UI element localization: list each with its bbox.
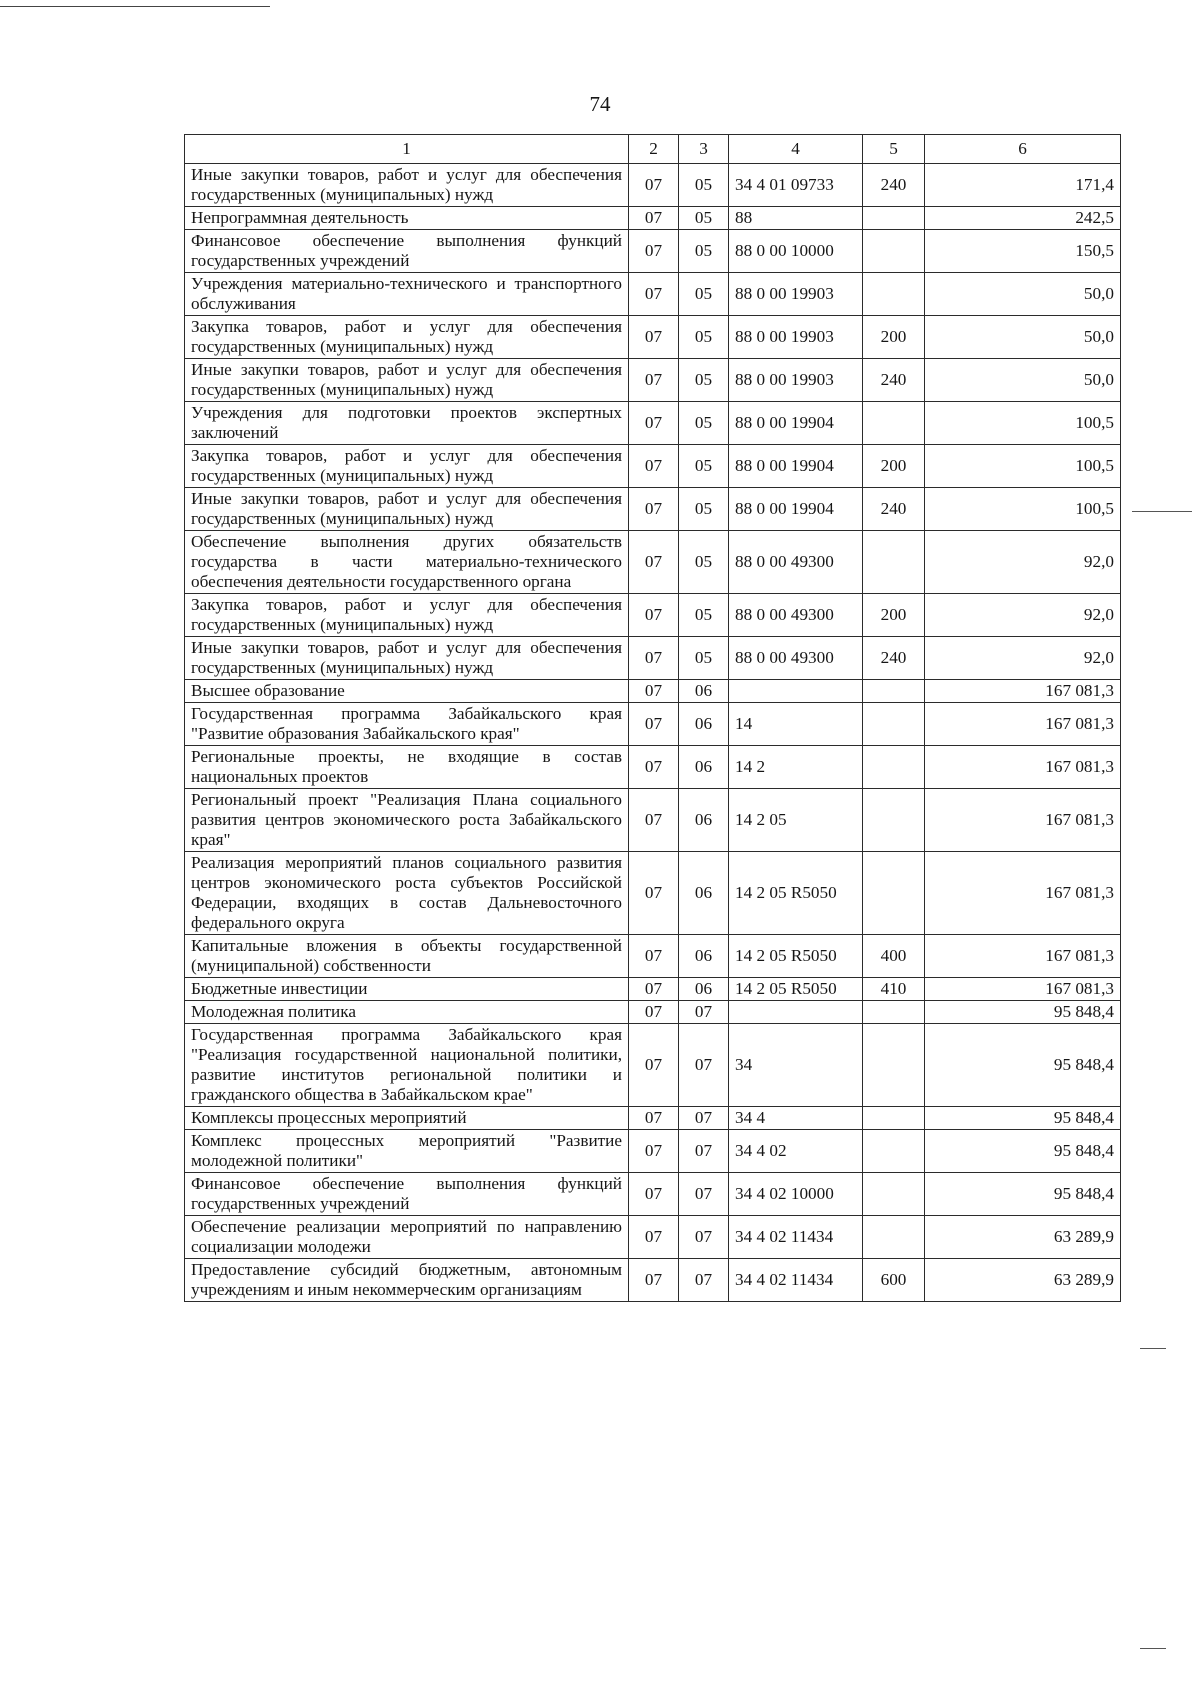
row-subsection-cell: 06 xyxy=(679,746,729,789)
row-expense-type-cell: 240 xyxy=(863,164,925,207)
row-target-article-cell: 34 4 02 xyxy=(729,1130,863,1173)
scan-artifact-line xyxy=(1132,511,1192,512)
row-expense-type-cell xyxy=(863,1173,925,1216)
row-subsection-cell: 05 xyxy=(679,531,729,594)
row-amount-cell: 167 081,3 xyxy=(925,746,1121,789)
row-target-article-cell: 88 0 00 19903 xyxy=(729,359,863,402)
row-subsection-cell: 07 xyxy=(679,1001,729,1024)
column-header-amount: 6 xyxy=(925,135,1121,164)
row-subsection-cell: 05 xyxy=(679,402,729,445)
row-target-article-cell: 88 0 00 19903 xyxy=(729,316,863,359)
table-row xyxy=(185,1259,1121,1302)
row-section-cell: 07 xyxy=(629,207,679,230)
row-name-cell: Учреждения для подготовки проектов экспертных заключений xyxy=(185,402,629,445)
row-name-cell: Высшее образование xyxy=(185,680,629,703)
table-row xyxy=(185,273,1121,316)
row-section-cell: 07 xyxy=(629,703,679,746)
row-amount-cell: 92,0 xyxy=(925,531,1121,594)
scan-artifact-line xyxy=(1140,1348,1166,1349)
row-target-article-cell: 34 4 xyxy=(729,1107,863,1130)
row-section-cell: 07 xyxy=(629,445,679,488)
table-row xyxy=(185,978,1121,1001)
scan-artifact-line xyxy=(1140,1648,1166,1649)
row-name-cell: Государственная программа Забайкальского края "Развитие образования Забайкальского края" xyxy=(185,703,629,746)
row-amount-cell: 100,5 xyxy=(925,402,1121,445)
table-row xyxy=(185,680,1121,703)
row-target-article-cell: 88 0 00 49300 xyxy=(729,594,863,637)
table-row xyxy=(185,531,1121,594)
row-expense-type-cell: 240 xyxy=(863,637,925,680)
row-target-article-cell: 14 2 05 R5050 xyxy=(729,935,863,978)
row-amount-cell: 167 081,3 xyxy=(925,789,1121,852)
column-header-target-article: 4 xyxy=(729,135,863,164)
row-section-cell: 07 xyxy=(629,852,679,935)
row-section-cell: 07 xyxy=(629,230,679,273)
row-target-article-cell: 34 4 01 09733 xyxy=(729,164,863,207)
row-section-cell: 07 xyxy=(629,359,679,402)
row-name-cell: Комплекс процессных мероприятий "Развитие молодежной политики" xyxy=(185,1130,629,1173)
row-section-cell: 07 xyxy=(629,1107,679,1130)
table-row xyxy=(185,1173,1121,1216)
row-subsection-cell: 06 xyxy=(679,680,729,703)
row-expense-type-cell xyxy=(863,789,925,852)
row-amount-cell: 100,5 xyxy=(925,445,1121,488)
row-expense-type-cell: 200 xyxy=(863,316,925,359)
row-expense-type-cell xyxy=(863,531,925,594)
row-subsection-cell: 06 xyxy=(679,789,729,852)
row-section-cell: 07 xyxy=(629,594,679,637)
row-amount-cell: 150,5 xyxy=(925,230,1121,273)
row-name-cell: Иные закупки товаров, работ и услуг для обеспечения государственных (муниципальных) нужд xyxy=(185,359,629,402)
row-expense-type-cell: 240 xyxy=(863,488,925,531)
row-target-article-cell: 34 4 02 11434 xyxy=(729,1259,863,1302)
row-amount-cell: 95 848,4 xyxy=(925,1173,1121,1216)
row-expense-type-cell xyxy=(863,207,925,230)
row-amount-cell: 242,5 xyxy=(925,207,1121,230)
table-row xyxy=(185,1107,1121,1130)
table-row xyxy=(185,207,1121,230)
row-name-cell: Комплексы процессных мероприятий xyxy=(185,1107,629,1130)
row-target-article-cell: 14 2 05 xyxy=(729,789,863,852)
row-expense-type-cell xyxy=(863,273,925,316)
row-subsection-cell: 05 xyxy=(679,207,729,230)
row-name-cell: Закупка товаров, работ и услуг для обеспечения государственных (муниципальных) нужд xyxy=(185,594,629,637)
table-row xyxy=(185,703,1121,746)
row-section-cell: 07 xyxy=(629,1259,679,1302)
row-section-cell: 07 xyxy=(629,1173,679,1216)
row-name-cell: Иные закупки товаров, работ и услуг для обеспечения государственных (муниципальных) нужд xyxy=(185,637,629,680)
table-row xyxy=(185,935,1121,978)
table-row xyxy=(185,1024,1121,1107)
row-target-article-cell: 88 0 00 19903 xyxy=(729,273,863,316)
table-row xyxy=(185,594,1121,637)
row-subsection-cell: 05 xyxy=(679,488,729,531)
row-section-cell: 07 xyxy=(629,1001,679,1024)
row-target-article-cell: 34 4 02 10000 xyxy=(729,1173,863,1216)
table-row xyxy=(185,402,1121,445)
row-subsection-cell: 05 xyxy=(679,273,729,316)
row-section-cell: 07 xyxy=(629,1216,679,1259)
row-target-article-cell: 88 0 00 19904 xyxy=(729,488,863,531)
row-amount-cell: 95 848,4 xyxy=(925,1107,1121,1130)
row-subsection-cell: 06 xyxy=(679,703,729,746)
row-expense-type-cell xyxy=(863,402,925,445)
row-section-cell: 07 xyxy=(629,1024,679,1107)
row-amount-cell: 171,4 xyxy=(925,164,1121,207)
row-section-cell: 07 xyxy=(629,273,679,316)
row-expense-type-cell: 200 xyxy=(863,594,925,637)
table-row xyxy=(185,746,1121,789)
row-amount-cell: 95 848,4 xyxy=(925,1130,1121,1173)
row-amount-cell: 50,0 xyxy=(925,316,1121,359)
row-expense-type-cell xyxy=(863,1130,925,1173)
row-name-cell: Закупка товаров, работ и услуг для обеспечения государственных (муниципальных) нужд xyxy=(185,316,629,359)
header-row xyxy=(185,135,1121,164)
row-expense-type-cell: 200 xyxy=(863,445,925,488)
row-expense-type-cell xyxy=(863,230,925,273)
row-name-cell: Обеспечение выполнения других обязательств государства в части материально-технического обеспечения деятельности государственного органа xyxy=(185,531,629,594)
row-subsection-cell: 05 xyxy=(679,445,729,488)
row-target-article-cell: 88 0 00 49300 xyxy=(729,637,863,680)
row-name-cell: Учреждения материально-технического и транспортного обслуживания xyxy=(185,273,629,316)
row-expense-type-cell xyxy=(863,680,925,703)
row-name-cell: Закупка товаров, работ и услуг для обеспечения государственных (муниципальных) нужд xyxy=(185,445,629,488)
row-amount-cell: 167 081,3 xyxy=(925,852,1121,935)
row-name-cell: Финансовое обеспечение выполнения функций государственных учреждений xyxy=(185,1173,629,1216)
row-amount-cell: 50,0 xyxy=(925,273,1121,316)
row-subsection-cell: 06 xyxy=(679,978,729,1001)
row-amount-cell: 167 081,3 xyxy=(925,703,1121,746)
row-amount-cell: 63 289,9 xyxy=(925,1216,1121,1259)
row-section-cell: 07 xyxy=(629,531,679,594)
column-header-subsection: 3 xyxy=(679,135,729,164)
table-row xyxy=(185,637,1121,680)
row-target-article-cell: 14 2 xyxy=(729,746,863,789)
row-expense-type-cell xyxy=(863,1001,925,1024)
table-row xyxy=(185,488,1121,531)
budget-table xyxy=(184,134,1121,1302)
row-subsection-cell: 05 xyxy=(679,637,729,680)
row-expense-type-cell: 600 xyxy=(863,1259,925,1302)
row-section-cell: 07 xyxy=(629,935,679,978)
row-section-cell: 07 xyxy=(629,164,679,207)
row-amount-cell: 92,0 xyxy=(925,637,1121,680)
row-expense-type-cell xyxy=(863,1107,925,1130)
row-name-cell: Региональный проект "Реализация Плана социального развития центров экономического роста Забайкальского края" xyxy=(185,789,629,852)
row-section-cell: 07 xyxy=(629,680,679,703)
row-subsection-cell: 05 xyxy=(679,164,729,207)
row-expense-type-cell xyxy=(863,852,925,935)
row-name-cell: Капитальные вложения в объекты государственной (муниципальной) собственности xyxy=(185,935,629,978)
row-amount-cell: 167 081,3 xyxy=(925,935,1121,978)
table-row xyxy=(185,316,1121,359)
row-amount-cell: 95 848,4 xyxy=(925,1001,1121,1024)
row-amount-cell: 50,0 xyxy=(925,359,1121,402)
row-name-cell: Государственная программа Забайкальского края "Реализация государственной национальной политики, развитие институтов региональной политики и гражданского общества в Забайкальском крае" xyxy=(185,1024,629,1107)
row-target-article-cell xyxy=(729,680,863,703)
row-name-cell: Бюджетные инвестиции xyxy=(185,978,629,1001)
row-expense-type-cell xyxy=(863,746,925,789)
row-name-cell: Реализация мероприятий планов социального развития центров экономического роста субъектов Российской Федерации, входящих в состав Дальневосточного федерального округа xyxy=(185,852,629,935)
row-amount-cell: 167 081,3 xyxy=(925,680,1121,703)
scan-artifact-line xyxy=(0,6,270,7)
row-name-cell: Региональные проекты, не входящие в состав национальных проектов xyxy=(185,746,629,789)
row-subsection-cell: 05 xyxy=(679,316,729,359)
row-expense-type-cell xyxy=(863,703,925,746)
row-section-cell: 07 xyxy=(629,637,679,680)
row-target-article-cell: 34 xyxy=(729,1024,863,1107)
row-subsection-cell: 07 xyxy=(679,1024,729,1107)
table-row xyxy=(185,852,1121,935)
row-section-cell: 07 xyxy=(629,789,679,852)
row-subsection-cell: 06 xyxy=(679,935,729,978)
row-expense-type-cell: 400 xyxy=(863,935,925,978)
row-target-article-cell: 14 xyxy=(729,703,863,746)
row-target-article-cell: 88 xyxy=(729,207,863,230)
row-section-cell: 07 xyxy=(629,402,679,445)
row-target-article-cell xyxy=(729,1001,863,1024)
row-amount-cell: 63 289,9 xyxy=(925,1259,1121,1302)
table-row xyxy=(185,1216,1121,1259)
row-subsection-cell: 06 xyxy=(679,852,729,935)
row-subsection-cell: 07 xyxy=(679,1259,729,1302)
row-expense-type-cell xyxy=(863,1024,925,1107)
row-amount-cell: 92,0 xyxy=(925,594,1121,637)
table-row xyxy=(185,230,1121,273)
column-header-expense-type: 5 xyxy=(863,135,925,164)
row-name-cell: Предоставление субсидий бюджетным, автономным учреждениям и иным некоммерческим организациям xyxy=(185,1259,629,1302)
row-section-cell: 07 xyxy=(629,1130,679,1173)
row-target-article-cell: 88 0 00 10000 xyxy=(729,230,863,273)
table-row xyxy=(185,445,1121,488)
row-subsection-cell: 05 xyxy=(679,230,729,273)
table-row xyxy=(185,1001,1121,1024)
row-target-article-cell: 88 0 00 19904 xyxy=(729,402,863,445)
row-name-cell: Финансовое обеспечение выполнения функций государственных учреждений xyxy=(185,230,629,273)
column-header-section: 2 xyxy=(629,135,679,164)
row-name-cell: Иные закупки товаров, работ и услуг для обеспечения государственных (муниципальных) нужд xyxy=(185,488,629,531)
row-subsection-cell: 07 xyxy=(679,1216,729,1259)
row-subsection-cell: 07 xyxy=(679,1107,729,1130)
page-number: 74 xyxy=(589,92,611,116)
row-section-cell: 07 xyxy=(629,978,679,1001)
row-subsection-cell: 05 xyxy=(679,594,729,637)
row-amount-cell: 95 848,4 xyxy=(925,1024,1121,1107)
row-section-cell: 07 xyxy=(629,488,679,531)
row-section-cell: 07 xyxy=(629,316,679,359)
row-target-article-cell: 88 0 00 49300 xyxy=(729,531,863,594)
row-subsection-cell: 05 xyxy=(679,359,729,402)
row-amount-cell: 167 081,3 xyxy=(925,978,1121,1001)
row-section-cell: 07 xyxy=(629,746,679,789)
table-row xyxy=(185,164,1121,207)
row-subsection-cell: 07 xyxy=(679,1173,729,1216)
row-name-cell: Обеспечение реализации мероприятий по направлению социализации молодежи xyxy=(185,1216,629,1259)
row-target-article-cell: 14 2 05 R5050 xyxy=(729,978,863,1001)
row-name-cell: Молодежная политика xyxy=(185,1001,629,1024)
row-subsection-cell: 07 xyxy=(679,1130,729,1173)
table-body xyxy=(185,164,1121,1302)
column-header-name: 1 xyxy=(185,135,629,164)
row-target-article-cell: 88 0 00 19904 xyxy=(729,445,863,488)
table-row xyxy=(185,789,1121,852)
row-amount-cell: 100,5 xyxy=(925,488,1121,531)
row-expense-type-cell: 240 xyxy=(863,359,925,402)
row-name-cell: Иные закупки товаров, работ и услуг для обеспечения государственных (муниципальных) нужд xyxy=(185,164,629,207)
row-target-article-cell: 34 4 02 11434 xyxy=(729,1216,863,1259)
row-target-article-cell: 14 2 05 R5050 xyxy=(729,852,863,935)
table-row xyxy=(185,1130,1121,1173)
row-name-cell: Непрограммная деятельность xyxy=(185,207,629,230)
row-expense-type-cell: 410 xyxy=(863,978,925,1001)
row-expense-type-cell xyxy=(863,1216,925,1259)
table-row xyxy=(185,359,1121,402)
